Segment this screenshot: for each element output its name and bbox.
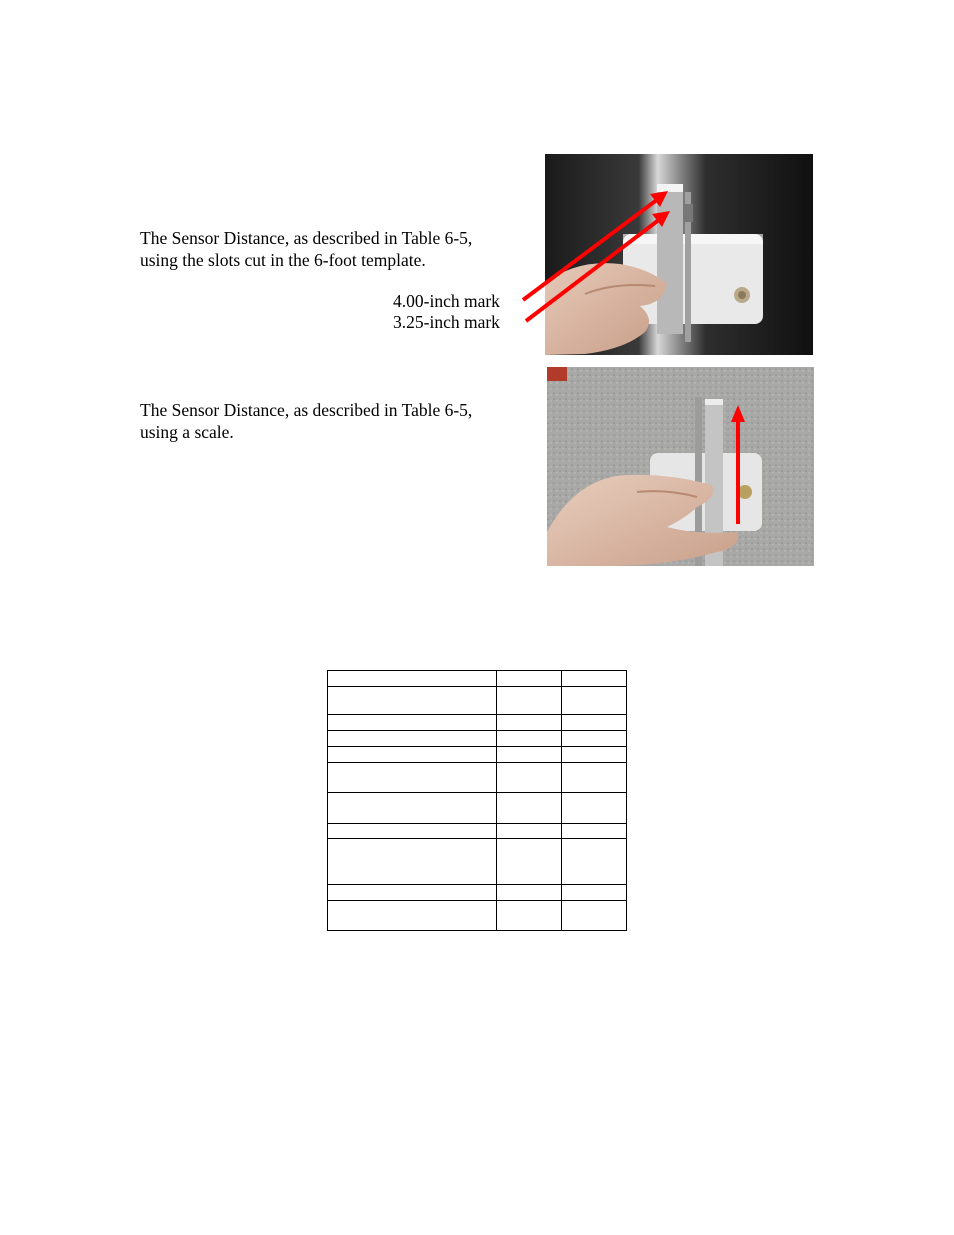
table-row (328, 763, 627, 793)
table-cell (328, 824, 497, 839)
table-cell (561, 763, 626, 793)
table-row (328, 824, 627, 839)
table-cell (328, 839, 497, 885)
table-cell (496, 839, 561, 885)
table-cell (328, 715, 497, 731)
table-cell (328, 793, 497, 824)
table-cell (328, 763, 497, 793)
lower-mark-label: 3.25-inch mark (393, 312, 500, 332)
table-cell (496, 824, 561, 839)
table-row (328, 687, 627, 715)
table-cell (561, 885, 626, 901)
table-cell (561, 715, 626, 731)
instruction-line: using the slots cut in the 6-foot template. (140, 250, 426, 270)
table-cell (561, 731, 626, 747)
table-row (328, 715, 627, 731)
table-cell (328, 731, 497, 747)
table-row (328, 901, 627, 931)
table-cell (561, 901, 626, 931)
table-cell (561, 671, 626, 687)
table-row (328, 671, 627, 687)
table-cell (496, 687, 561, 715)
table-cell (496, 793, 561, 824)
upper-mark-label: 4.00-inch mark (393, 291, 500, 311)
table-row (328, 793, 627, 824)
photo-template-slots (545, 154, 813, 355)
table-row (328, 731, 627, 747)
table-row (328, 885, 627, 901)
table-cell (561, 747, 626, 763)
table-cell (496, 715, 561, 731)
table-cell (496, 763, 561, 793)
instruction-scale (140, 399, 472, 443)
sensor-distance-table (327, 670, 627, 931)
table-cell (328, 687, 497, 715)
table-cell (561, 793, 626, 824)
table-cell (496, 747, 561, 763)
table-cell (496, 731, 561, 747)
photo-scale-measure (547, 367, 814, 566)
table-row (328, 747, 627, 763)
instruction-line: The Sensor Distance, as described in Table 6-5, (140, 228, 473, 248)
table-cell (328, 885, 497, 901)
instruction-line: The Sensor Distance, as described in Table 6-5, (140, 400, 473, 420)
table-cell (496, 885, 561, 901)
table-cell (496, 901, 561, 931)
instruction-line: using a scale. (140, 422, 234, 442)
table-cell (496, 671, 561, 687)
table-cell (561, 687, 626, 715)
table-cell (561, 839, 626, 885)
table-cell (328, 747, 497, 763)
instruction-template-slots (140, 227, 472, 271)
table-row (328, 839, 627, 885)
table-cell (561, 824, 626, 839)
table-cell (328, 671, 497, 687)
table-cell (328, 901, 497, 931)
